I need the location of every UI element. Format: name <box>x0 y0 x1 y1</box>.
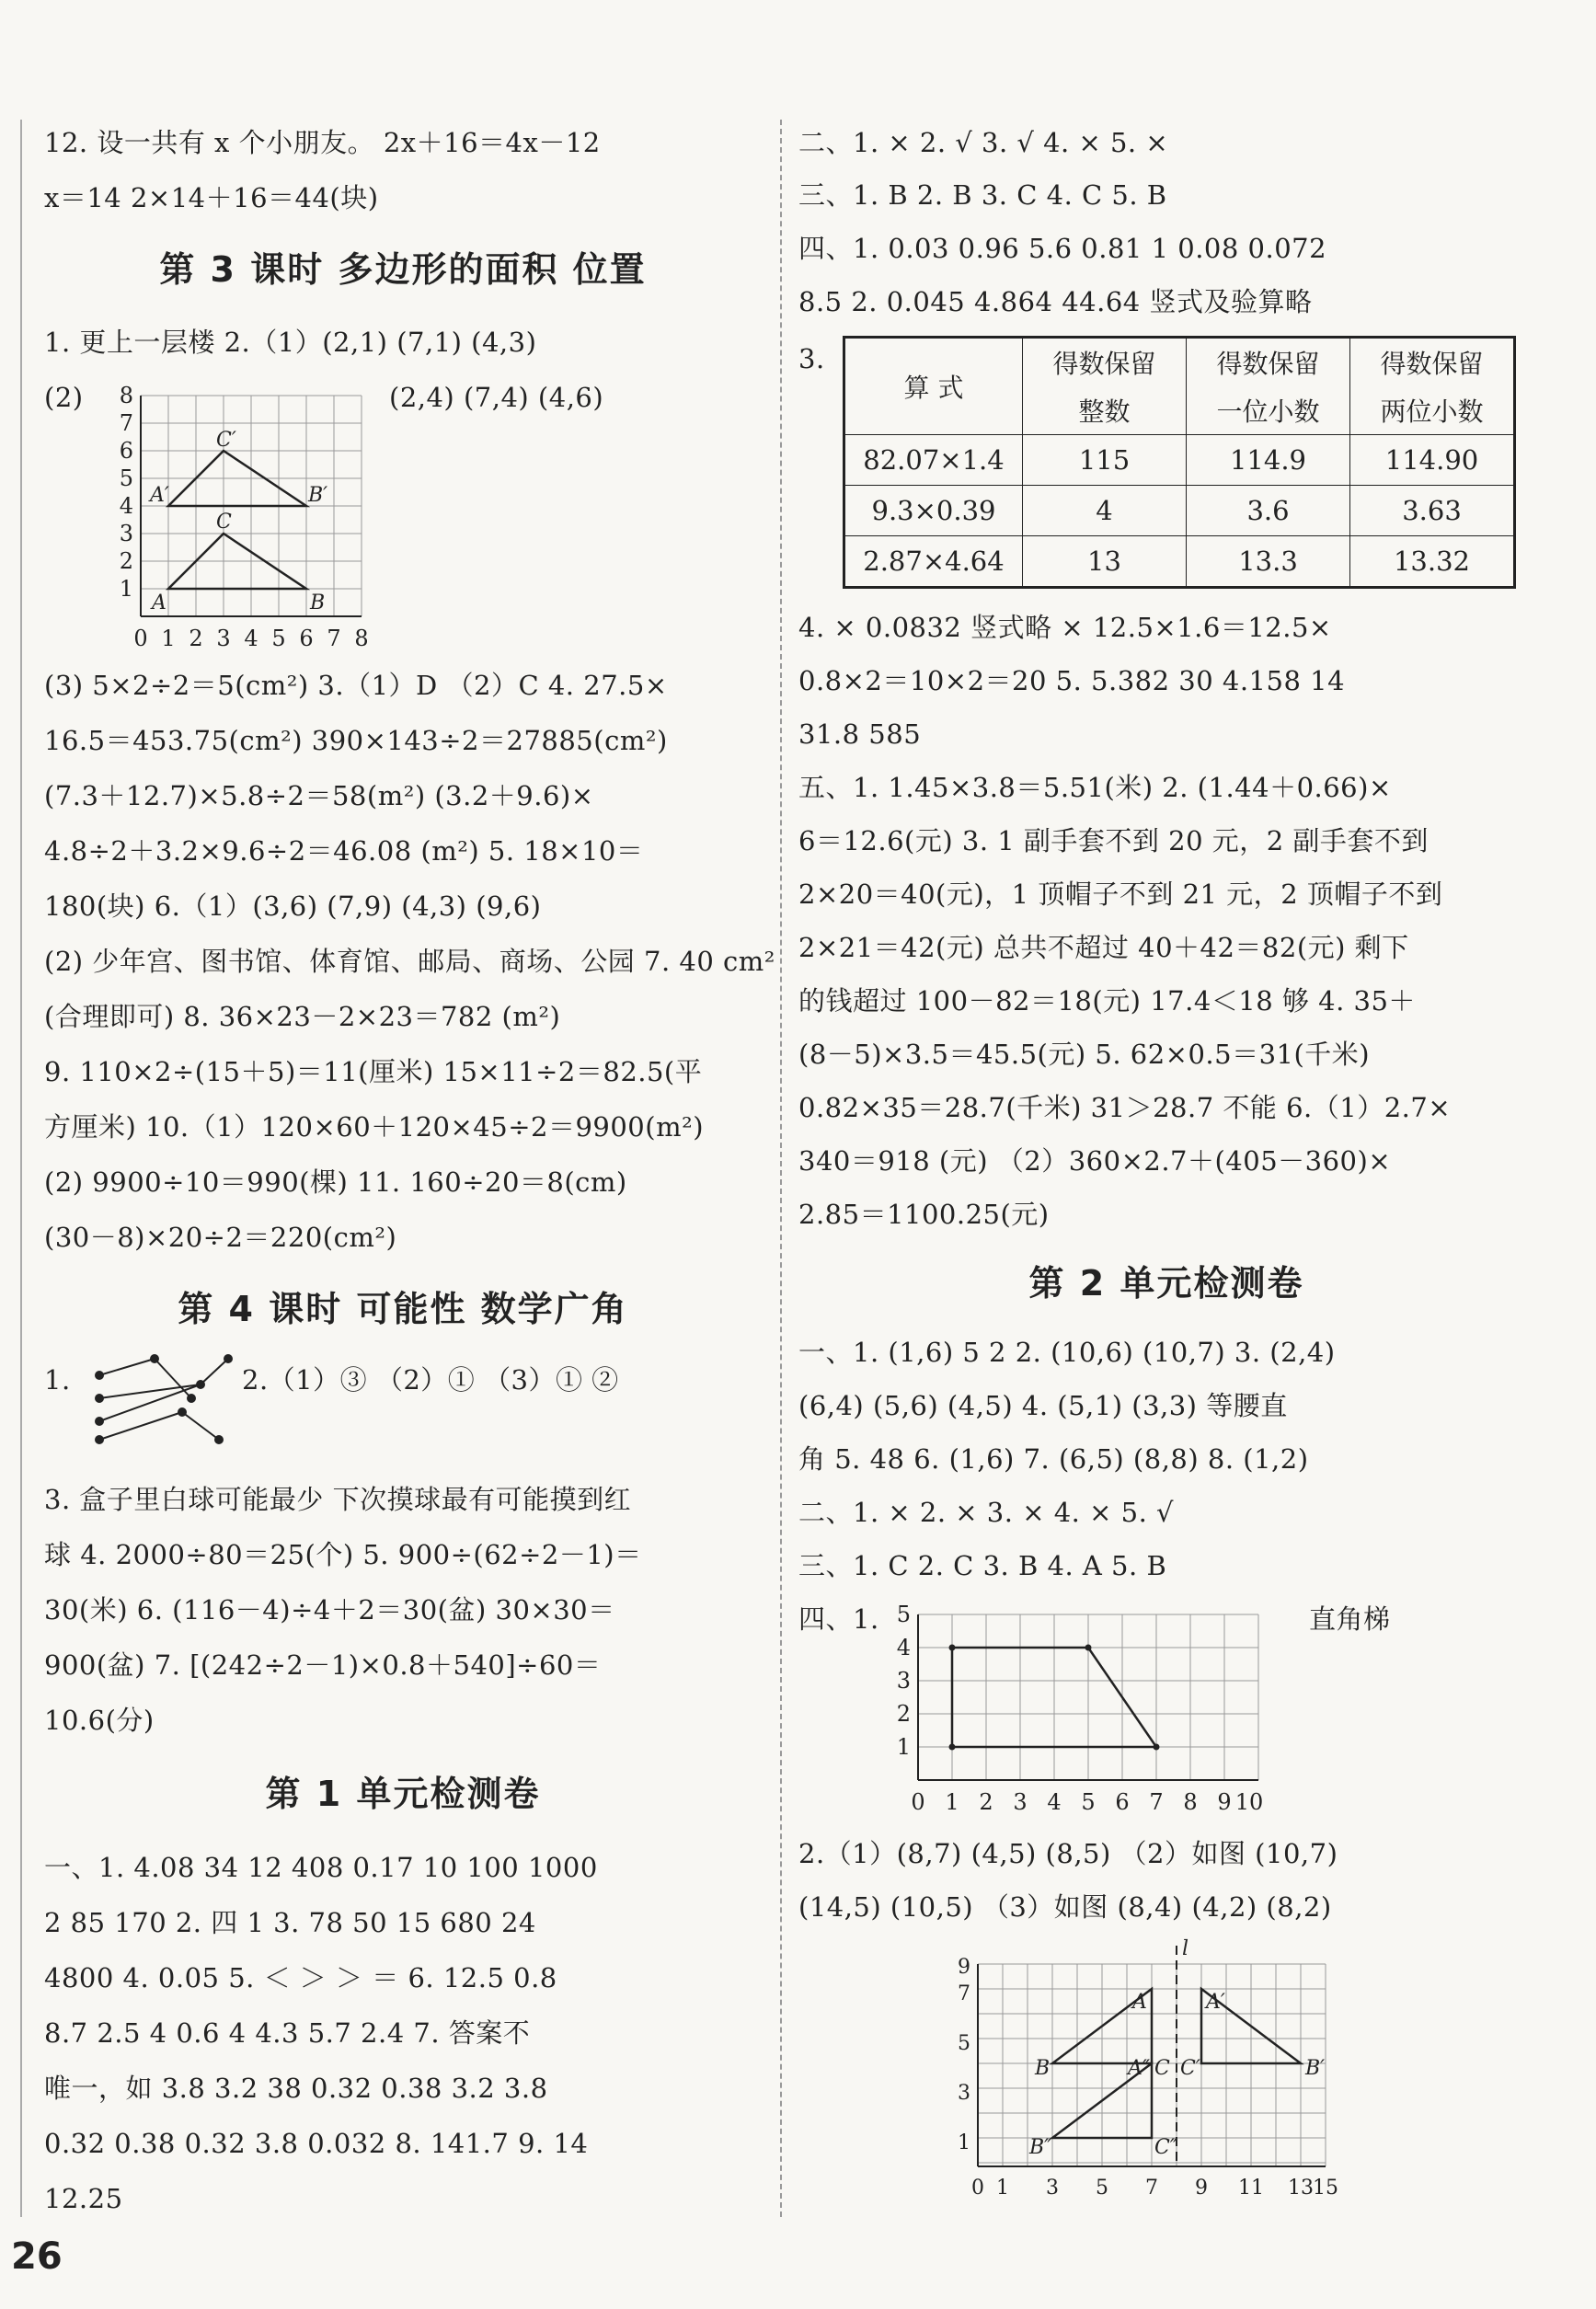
text-line: 16.5＝453.75(cm²) 390×143÷2＝27885(cm²) <box>44 725 668 756</box>
table-cell: 3.6 <box>1187 486 1350 536</box>
x-tick: 15 <box>1313 2177 1338 2200</box>
table-row <box>844 536 1515 588</box>
x-tick: 7 <box>1145 2177 1158 2200</box>
point-label: A′ <box>150 484 169 507</box>
text-line: (6,4) (5,6) (4,5) 4. (5,1) (3,3) 等腰直 <box>798 1390 1288 1421</box>
text-line: 2×21＝42(元) 总共不超过 40＋42＝82(元) 剩下 <box>798 932 1409 963</box>
y-tick: 2 <box>896 1701 911 1727</box>
point-label: C <box>216 511 232 534</box>
text-line: (合理即可) 8. 36×23－2×23＝782 (m²) <box>44 1001 561 1032</box>
y-tick: 3 <box>119 521 133 546</box>
table-row <box>844 435 1515 486</box>
text-line: 6＝12.6(元) 3. 1 副手套不到 20 元，2 副手套不到 <box>798 825 1429 856</box>
y-tick: 4 <box>896 1635 911 1660</box>
x-tick: 1 <box>161 626 176 651</box>
text-line: 0.8×2＝10×2＝20 5. 5.382 30 4.158 14 <box>798 665 1346 696</box>
text-line: (7.3＋12.7)×5.8÷2＝58(m²) (3.2＋9.6)× <box>44 780 594 811</box>
text-line: (30－8)×20÷2＝220(cm²) <box>44 1222 397 1253</box>
x-tick: 1 <box>996 2177 1009 2200</box>
point-label: A <box>1132 1991 1147 2014</box>
x-tick: 5 <box>1081 1789 1096 1815</box>
text-line: (2) 少年宫、图书馆、体育馆、邮局、商场、公园 7. 40 cm² <box>44 946 775 977</box>
table-header: 得数保留 <box>1350 338 1515 387</box>
y-tick: 5 <box>958 2032 970 2055</box>
text-line: (2) <box>44 382 84 413</box>
text-line: 2×20＝40(元)，1 顶帽子不到 21 元，2 顶帽子不到 <box>798 879 1443 910</box>
x-tick: 1 <box>945 1789 959 1815</box>
text-line: 9. 110×2÷(15＋5)＝11(厘米) 15×11÷2＝82.5(平 <box>44 1056 703 1087</box>
rounding-table <box>843 336 1516 589</box>
table-header: 得数保留 <box>1187 338 1350 387</box>
x-tick: 3 <box>1046 2177 1059 2200</box>
x-tick: 8 <box>354 626 369 651</box>
text-line: 三、1. C 2. C 3. B 4. A 5. B <box>798 1550 1167 1581</box>
table-cell: 3.63 <box>1350 486 1515 536</box>
point-label: B <box>310 592 326 615</box>
text-line: 31.8 585 <box>798 718 922 750</box>
point-label: A <box>152 592 166 615</box>
text-line: 二、1. × 2. × 3. × 4. × 5. √ <box>798 1497 1174 1528</box>
section-heading: 第 3 课时 多边形的面积 位置 <box>159 249 647 290</box>
x-tick: 4 <box>244 626 258 651</box>
x-tick: 10 <box>1234 1789 1264 1815</box>
text-line: (14,5) (10,5) （3）如图 (8,4) (4,2) (8,2) <box>798 1891 1332 1923</box>
x-tick: 8 <box>1183 1789 1198 1815</box>
x-tick: 2 <box>979 1789 993 1815</box>
text-line: 球 4. 2000÷80＝25(个) 5. 900÷(62÷2－1)＝ <box>44 1539 642 1570</box>
axis-label: l <box>1182 1937 1189 1960</box>
coordinate-grid-2 <box>890 1602 1264 1821</box>
text-line: (2,4) (7,4) (4,6) <box>389 382 604 413</box>
text-line: 五、1. 1.45×3.8＝5.51(米) 2. (1.44＋0.66)× <box>798 772 1392 803</box>
coordinate-grid-1 <box>113 377 417 658</box>
y-tick: 5 <box>896 1602 911 1627</box>
table-cell: 82.07×1.4 <box>844 435 1023 486</box>
table-cell: 114.9 <box>1187 435 1350 486</box>
y-tick: 1 <box>958 2131 970 2154</box>
text-line: (8－5)×3.5＝45.5(元) 5. 62×0.5＝31(千米) <box>798 1039 1371 1070</box>
text-line: 一、1. (1,6) 5 2 2. (10,6) (10,7) 3. (2,4) <box>798 1337 1336 1368</box>
x-tick: 0 <box>133 626 148 651</box>
text-line: 方厘米) 10.（1）120×60＋120×45÷2＝9900(m²) <box>44 1111 705 1143</box>
table-cell: 114.90 <box>1350 435 1515 486</box>
point-label: B″ <box>1029 2136 1052 2159</box>
x-tick: 6 <box>299 626 314 651</box>
text-line: 10.6(分) <box>44 1705 155 1736</box>
text-line: 唯一，如 3.8 3.2 38 0.32 0.38 3.2 3.8 <box>44 2073 548 2104</box>
y-tick: 7 <box>958 1982 970 2005</box>
x-tick: 6 <box>1115 1789 1130 1815</box>
point-label: A″ <box>1128 2057 1151 2080</box>
y-tick: 3 <box>896 1668 911 1694</box>
x-tick: 9 <box>1195 2177 1208 2200</box>
text-line: 0.32 0.38 0.32 3.8 0.032 8. 141.7 9. 14 <box>44 2128 589 2159</box>
y-tick: 4 <box>119 493 133 519</box>
text-line: 2 85 170 2. 四 1 3. 78 50 15 680 24 <box>44 1907 536 1938</box>
point-label: C <box>1154 2057 1170 2080</box>
table-cell: 115 <box>1023 435 1187 486</box>
point-label: B′ <box>308 484 328 507</box>
text-line: (3) 5×2÷2＝5(cm²) 3.（1）D （2）C 4. 27.5× <box>44 670 668 701</box>
text-line: 4.8÷2＋3.2×9.6÷2＝46.08 (m²) 5. 18×10＝ <box>44 835 644 867</box>
x-tick: 3 <box>216 626 231 651</box>
text-line: 12.25 <box>44 2183 123 2214</box>
y-tick: 3 <box>958 2082 970 2105</box>
y-tick: 1 <box>896 1734 911 1760</box>
text-line: 340＝918 (元) （2）360×2.7＋(405－360)× <box>798 1145 1392 1177</box>
table-cell: 4 <box>1023 486 1187 536</box>
point-label: B <box>1035 2057 1051 2080</box>
x-tick: 3 <box>1013 1789 1028 1815</box>
point-label: C′ <box>1180 2057 1200 2080</box>
x-tick: 5 <box>271 626 286 651</box>
y-tick: 7 <box>119 410 133 436</box>
text-line: 180(块) 6.（1）(3,6) (7,9) (4,3) (9,6) <box>44 890 542 922</box>
coordinate-grid-3 <box>950 1936 1337 2212</box>
y-tick: 5 <box>119 465 133 491</box>
text-line: x＝14 2×14＋16＝44(块) <box>44 182 379 213</box>
left-margin-rule <box>20 120 22 2217</box>
text-line: 3. 盒子里白球可能最少 下次摸球最有可能摸到红 <box>44 1484 632 1515</box>
y-tick: 8 <box>119 383 133 408</box>
text-line: 8.5 2. 0.045 4.864 44.64 竖式及验算略 <box>798 286 1313 317</box>
text-line: 的钱超过 100－82＝18(元) 17.4＜18 够 4. 35＋ <box>798 985 1416 1017</box>
table-cell: 13.3 <box>1187 536 1350 588</box>
x-tick: 11 <box>1238 2177 1264 2200</box>
text-line: 0.82×35＝28.7(千米) 31＞28.7 不能 6.（1）2.7× <box>798 1092 1452 1123</box>
table-header: 整数 <box>1023 386 1187 435</box>
x-tick: 4 <box>1047 1789 1062 1815</box>
section-heading: 第 1 单元检测卷 <box>265 1774 541 1814</box>
text-line: 12. 设一共有 x 个小朋友。 2x＋16＝4x－12 <box>44 127 601 158</box>
point-label: C″ <box>1154 2136 1178 2159</box>
matching-lines-diagram <box>90 1348 256 1449</box>
x-tick: 5 <box>1096 2177 1108 2200</box>
section-heading: 第 2 单元检测卷 <box>1028 1263 1304 1304</box>
point-label: B′ <box>1305 2057 1326 2080</box>
text-line: 900(盆) 7. [(242÷2－1)×0.8＋540]÷60＝ <box>44 1649 602 1681</box>
table-header: 算 式 <box>844 338 1023 435</box>
y-tick: 1 <box>119 576 133 602</box>
x-tick: 9 <box>1217 1789 1232 1815</box>
x-tick: 0 <box>911 1789 925 1815</box>
text-line: 2.（1）(8,7) (4,5) (8,5) （2）如图 (10,7) <box>798 1838 1338 1869</box>
table-cell: 9.3×0.39 <box>844 486 1023 536</box>
table-row <box>844 486 1515 536</box>
text-line: 4800 4. 0.05 5. ＜ ＞ ＞ ＝ 6. 12.5 0.8 <box>44 1962 557 1993</box>
text-line: 1. <box>44 1364 71 1396</box>
point-label: A′ <box>1206 1991 1225 2014</box>
x-tick: 7 <box>327 626 341 651</box>
text-line: 三、1. B 2. B 3. C 4. C 5. B <box>798 179 1167 211</box>
x-tick: 0 <box>971 2177 984 2200</box>
section-heading: 第 4 课时 可能性 数学广角 <box>178 1289 628 1329</box>
text-line: 1. 更上一层楼 2.（1）(2,1) (7,1) (4,3) <box>44 327 537 358</box>
x-tick: 7 <box>1149 1789 1164 1815</box>
table-cell: 2.87×4.64 <box>844 536 1023 588</box>
text-line: 直角梯 <box>1309 1603 1391 1635</box>
text-line: 30(米) 6. (116－4)÷4＋2＝30(盆) 30×30＝ <box>44 1594 615 1625</box>
text-line: 一、1. 4.08 34 12 408 0.17 10 100 1000 <box>44 1852 598 1883</box>
table-cell: 13 <box>1023 536 1187 588</box>
text-line: 2.（1）③ （2）① （3）① ② <box>242 1364 619 1396</box>
text-line: (2) 9900÷10＝990(棵) 11. 160÷20＝8(cm) <box>44 1166 627 1198</box>
point-label: C′ <box>216 429 236 452</box>
y-tick: 9 <box>958 1956 970 1979</box>
text-line: 四、1. 0.03 0.96 5.6 0.81 1 0.08 0.072 <box>798 233 1327 264</box>
x-tick: 2 <box>189 626 203 651</box>
table-header-row <box>844 338 1515 387</box>
table-header: 得数保留 <box>1023 338 1187 387</box>
page-number: 26 <box>11 2235 63 2278</box>
text-line: 8.7 2.5 4 0.6 4 4.3 5.7 2.4 7. 答案不 <box>44 2017 531 2049</box>
y-tick: 6 <box>119 438 133 464</box>
x-tick: 13 <box>1288 2177 1314 2200</box>
text-line: 四、1. <box>798 1603 879 1635</box>
table-cell: 13.32 <box>1350 536 1515 588</box>
column-divider <box>780 120 782 2217</box>
text-line: 4. × 0.0832 竖式略 × 12.5×1.6＝12.5× <box>798 612 1332 643</box>
text-line: 2.85＝1100.25(元) <box>798 1199 1050 1230</box>
text-line: 二、1. × 2. √ 3. √ 4. × 5. × <box>798 127 1169 158</box>
text-line: 角 5. 48 6. (1,6) 7. (6,5) (8,8) 8. (1,2) <box>798 1443 1309 1475</box>
text-line: 3. <box>798 343 825 374</box>
table-header: 一位小数 <box>1187 386 1350 435</box>
table-header: 两位小数 <box>1350 386 1515 435</box>
y-tick: 2 <box>119 548 133 574</box>
